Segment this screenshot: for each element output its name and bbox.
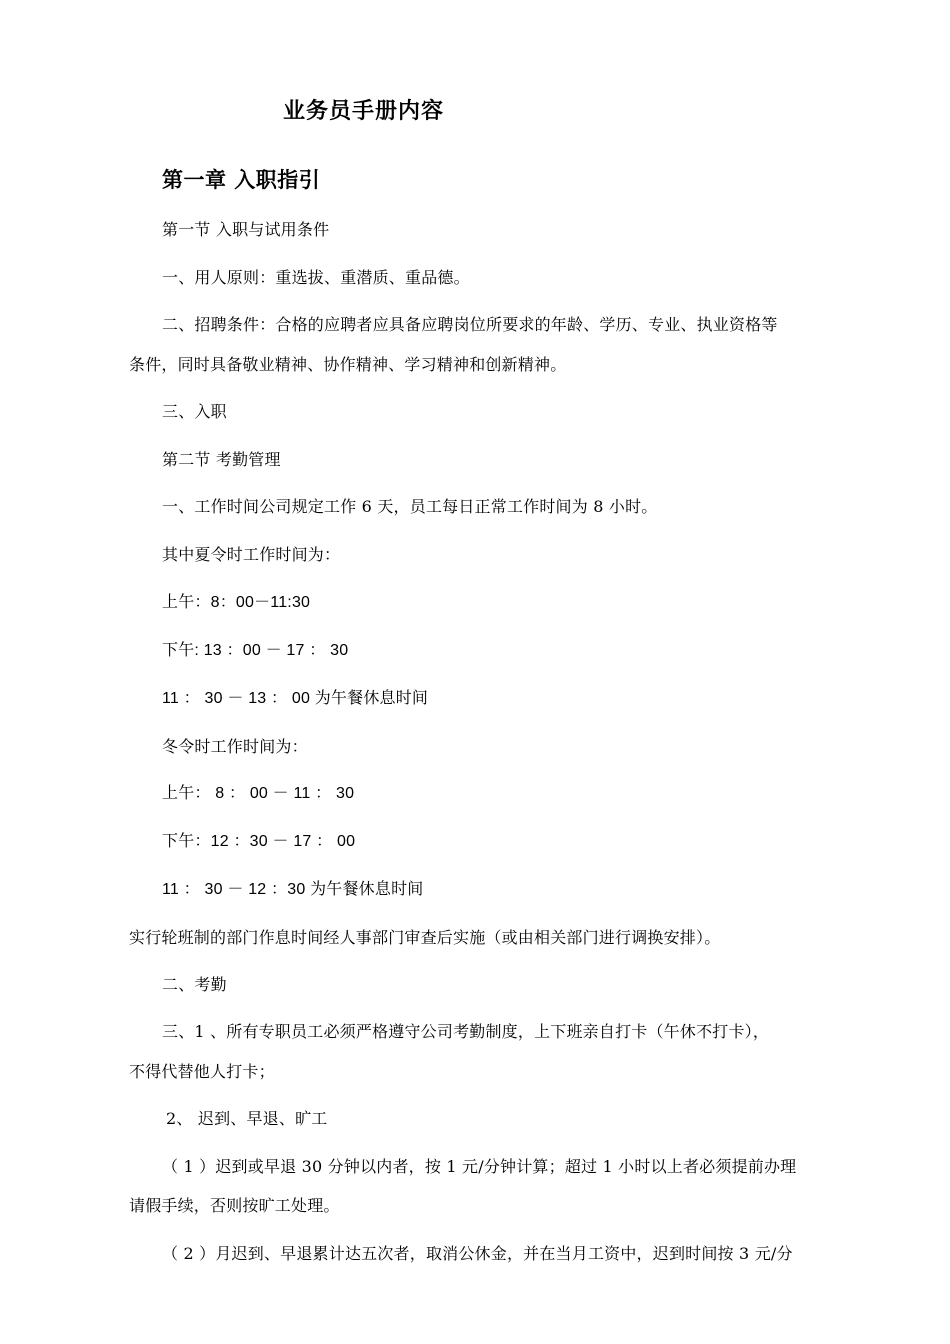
schedule-line: 上午： 8 ： 00 － 11 ： 30: [162, 785, 355, 802]
paragraph: 2、 迟到、早退、旷工: [166, 1109, 328, 1128]
paragraph: 三、1 、所有专职员工必须严格遵守公司考勤制度，上下班亲自打卡（午休不打卡），: [162, 1022, 770, 1041]
document-title: 业务员手册内容: [283, 99, 445, 124]
paragraph: 二、招聘条件：合格的应聘者应具备应聘岗位所要求的年龄、学历、专业、执业资格等: [162, 315, 778, 334]
paragraph: 实行轮班制的部门作息时间经人事部门审查后实施（或由相关部门进行调换安排）。: [129, 928, 721, 947]
chapter-heading: 第一章 入职指引: [162, 168, 321, 192]
paragraph: 其中夏令时工作时间为：: [162, 545, 341, 564]
schedule-line: 下午: 13 ：00 － 17 ： 30: [162, 642, 349, 659]
section-heading: 第二节 考勤管理: [162, 450, 281, 469]
paragraph-continuation: 请假手续，否则按旷工处理。: [129, 1196, 340, 1215]
schedule-line: 11 ： 30 － 12 ：30 为午餐休息时间: [162, 881, 424, 898]
paragraph: 一、工作时间公司规定工作 6 天，员工每日正常工作时间为 8 小时。: [162, 497, 658, 516]
paragraph: 冬令时工作时间为：: [162, 737, 308, 756]
paragraph: （ 1 ）迟到或早退 30 分钟以内者，按 1 元/分钟计算；超过 1 小时以上者必须提前办理: [162, 1157, 797, 1176]
paragraph: 三、入职: [162, 402, 227, 421]
paragraph-continuation: 条件，同时具备敬业精神、协作精神、学习精神和创新精神。: [129, 355, 567, 374]
schedule-line: 下午：12 ：30 － 17 ： 00: [162, 833, 356, 850]
paragraph: （ 2 ）月迟到、早退累计达五次者，取消公休金，并在当月工资中，迟到时间按 3 元/分: [162, 1244, 793, 1263]
paragraph: 一、用人原则：重选拔、重潜质、重品德。: [162, 268, 470, 287]
paragraph-continuation: 不得代替他人打卡；: [129, 1062, 275, 1081]
schedule-line: 上午：8：00－11:30: [162, 594, 311, 611]
paragraph: 二、考勤: [162, 975, 227, 994]
section-heading: 第一节 入职与试用条件: [162, 220, 330, 239]
schedule-line: 11 ： 30 － 13 ： 00 为午餐休息时间: [162, 690, 429, 707]
